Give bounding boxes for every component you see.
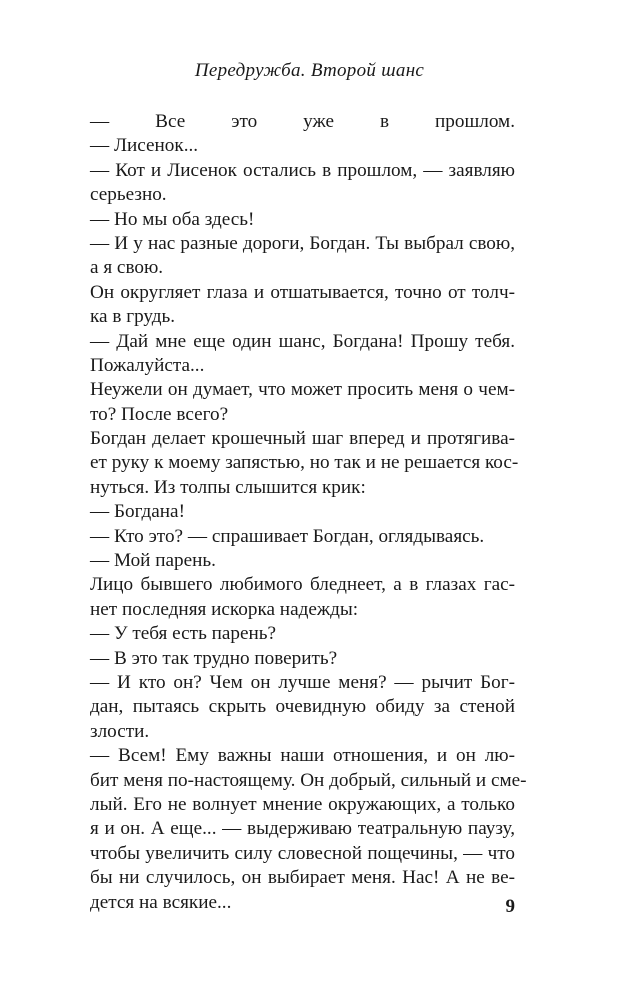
text-line: чтобы увеличить силу словесной пощечины, — что <box>90 842 515 864</box>
text-line: Пожалуйста... <box>90 354 205 376</box>
text-line: то? После всего? <box>90 403 229 425</box>
text-line: бит меня по-настоящему. Он добрый, сильный и сме- <box>90 769 527 791</box>
text-line: дется на всякие... <box>90 891 232 913</box>
text-line: — Кот и Лисенок остались в прошлом, — заявляю <box>90 159 515 181</box>
text-line: нет последняя искорка надежды: <box>90 598 359 620</box>
text-line: — Но мы оба здесь! <box>90 208 255 230</box>
text-line: — Мой парень. <box>90 550 216 572</box>
text-line: — Всем! Ему важны наши отношения, и он лю- <box>90 745 515 767</box>
text-line: ка в грудь. <box>90 306 176 328</box>
text-line: ет руку к моему запястью, но так и не решается кос- <box>90 452 519 474</box>
text-line: — У тебя есть парень? <box>90 623 277 645</box>
text-line: дан, пытаясь скрыть очевидную обиду за стеной <box>90 696 515 718</box>
text-line: а я свою. <box>90 257 164 279</box>
text-line: нуться. Из толпы слышится крик: <box>90 476 366 498</box>
text-line: бы ни случилось, он выбирает меня. Нас! А не ве- <box>90 867 515 889</box>
text-line: злости. <box>90 720 150 742</box>
text-line: — Богдана! <box>90 501 185 523</box>
text-line: лый. Его не волнует мнение окружающих, а только <box>90 793 515 815</box>
text-line: — Кто это? — спрашивает Богдан, оглядываясь. <box>90 525 485 547</box>
text-line: серьезно. <box>90 184 167 206</box>
page-number: 9 <box>505 896 515 917</box>
text-line: — И кто он? Чем он лучше меня? — рычит Бог- <box>90 671 515 693</box>
text-line: Он округляет глаза и отшатывается, точно от толч- <box>90 281 515 303</box>
text-line: — В это так трудно поверить? <box>90 647 338 669</box>
text-line: я и он. А еще... — выдерживаю театральную паузу, <box>90 818 515 840</box>
body-text <box>90 110 527 915</box>
text-line: — Лисенок... <box>90 135 199 157</box>
text-line: Богдан делает крошечный шаг вперед и протягива- <box>90 428 515 450</box>
running-header: Передружба. Второй шанс <box>194 60 425 81</box>
text-line: — И у нас разные дороги, Богдан. Ты выбрал свою, <box>90 232 515 254</box>
text-line: Неужели он думает, что может просить меня о чем- <box>90 379 515 401</box>
text-line: — Дай мне еще один шанс, Богдана! Прошу тебя. <box>90 330 515 352</box>
text-line: — Все это уже в прошлом. <box>90 111 515 132</box>
text-line: Лицо бывшего любимого бледнеет, а в глазах гас- <box>90 574 515 596</box>
